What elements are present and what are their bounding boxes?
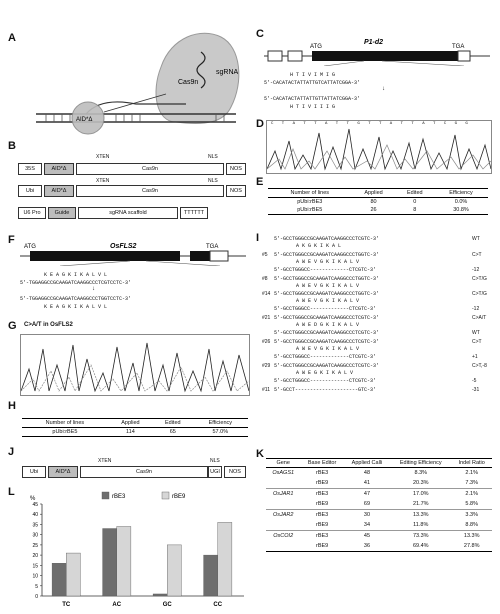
gene-name: OsFLS2 — [110, 243, 137, 250]
y-tick-label: 45 — [32, 502, 38, 508]
allele-tag: +1 — [472, 354, 478, 360]
cell: 45 — [363, 533, 371, 539]
cell: rBE9 — [316, 501, 329, 507]
cell: 69 — [363, 501, 371, 507]
xten-label: XTEN — [96, 154, 110, 160]
allele-seq: 5'-GCCTGGGCCGCAAGATCAAGGCCCTGGTC-3' — [274, 276, 380, 282]
x-tick-label: GC — [162, 602, 172, 608]
bar-rBE9-AC — [117, 526, 131, 596]
wt-aa: A K G K I K A L — [296, 243, 342, 249]
allele-seq: 5'-GCCTGGGCC-------------CTCGTC-3' — [274, 378, 377, 384]
y-tick-label: 40 — [32, 512, 38, 519]
cell: 2.1% — [465, 470, 478, 476]
allele-seq: 5'-GCCTGGGCC-------------CTCGTC-3' — [274, 354, 377, 360]
legend-swatch-rBE9 — [162, 492, 169, 499]
y-tick-label: 35 — [32, 522, 38, 529]
panel-label-j: J — [8, 446, 15, 458]
dna-seq-top: 5'-CACATACTATTATTGTCATTATCGGA-3' — [264, 80, 361, 86]
terminator-polyt: TTTTTT — [180, 207, 208, 219]
promoter-ubi: Ubi — [18, 185, 42, 197]
cell: 17.0% — [412, 491, 429, 497]
allele-id: #21 — [262, 315, 271, 321]
bar-rBE3-CC — [204, 555, 218, 596]
y-axis-label: % — [30, 496, 36, 502]
ugi-box: UGI — [208, 466, 222, 478]
deaminase-box: AID*Δ — [44, 185, 74, 197]
y-tick-label: 0 — [35, 594, 38, 600]
base-calls: C T A T T A T T G T T A T T A T C G G — [271, 122, 471, 126]
cell: 11.8% — [413, 522, 429, 528]
cell: 30 — [363, 512, 371, 518]
col-header: Efficiency — [193, 419, 248, 428]
table-k — [266, 458, 492, 552]
promoter-35s: 35S — [18, 163, 42, 175]
table-row — [266, 520, 492, 531]
allele-seq: 5'-GCCTGGGCC-------------CTCGTC-3' — [274, 306, 377, 312]
cell: OsJAR1 — [272, 491, 294, 497]
table-row — [266, 478, 492, 489]
bar-rBE3-TC — [52, 563, 66, 596]
allele-id: #14 — [262, 291, 271, 297]
allele-tag: C>T — [472, 252, 482, 258]
col-header: Editing Efficiency — [390, 459, 451, 468]
cell: 65 — [153, 428, 193, 437]
cell: 21.7% — [412, 501, 429, 507]
cell: rBE3 — [316, 470, 329, 476]
allele-tag: C>T — [472, 339, 482, 345]
cell: pUbi:rBE5 — [22, 428, 108, 437]
cell: 27.8% — [451, 541, 492, 552]
bar-rBE9-TC — [66, 553, 80, 596]
allele-tag: C>T/G — [472, 276, 487, 282]
allele-aa: A W E V G K I K A L V — [296, 346, 360, 352]
gene-name: P1-d2 — [364, 39, 384, 46]
cell: pUbi:rBE3 — [297, 199, 323, 205]
cell: 3.3% — [465, 512, 478, 518]
col-header: Edited — [396, 189, 435, 198]
xten-label: XTEN — [98, 458, 112, 464]
allele-aa: A W E V G K I K A L V — [296, 283, 360, 289]
cell: OsCOI2 — [273, 533, 294, 539]
cell: OsAGS1 — [272, 470, 295, 476]
cell: 48 — [363, 470, 371, 476]
table-row — [22, 428, 248, 437]
terminator-nos: NOS — [226, 163, 246, 175]
cas9n-box: Cas9n — [80, 466, 208, 478]
allele-seq: 5'-GCCTGGGCCGCAAGATCAAGGCCCTGGTC-3' — [274, 252, 380, 258]
chromatogram-g — [20, 334, 250, 396]
allele-tag: -31 — [472, 387, 480, 393]
table-row — [266, 541, 492, 552]
promoter-u6: U6 Pro — [18, 207, 46, 219]
tga-label: TGA — [452, 44, 465, 50]
cell: rBE3 — [316, 512, 329, 518]
allele-tag: -12 — [472, 267, 480, 273]
allele-id: #11 — [262, 387, 270, 393]
cell: 34 — [363, 522, 371, 528]
down-arrow-icon: ↓ — [382, 86, 385, 92]
allele-seq: 5'-GCCTGGGCCGCAAGATCAAGGCCCTGGTC-3' — [274, 291, 380, 297]
bar-rBE3-AC — [103, 529, 117, 596]
cell: rBE3 — [316, 533, 329, 539]
cell: 13.3% — [412, 512, 429, 518]
wt-tag: WT — [472, 236, 480, 242]
allele-seq: 5'-GCCTGGGCCGCAAGATCAAGGCCCTCGTC-3' — [274, 363, 380, 369]
allele-aa: A W E D G K I K A L V — [296, 322, 360, 328]
col-header: Base Editor — [300, 459, 343, 468]
tga-label: TGA — [206, 244, 219, 250]
cell: 7.3% — [465, 480, 478, 486]
table-row — [266, 489, 492, 500]
aa-seq-top: H T I V I M I G — [290, 72, 336, 78]
y-tick-label: 25 — [32, 542, 38, 549]
cas9n-box: Cas9n — [76, 163, 224, 175]
x-tick-label: AC — [112, 602, 122, 608]
legend-label-rBE9: rBE9 — [172, 494, 186, 500]
cds-box — [30, 251, 180, 261]
col-header: Indel Ratio — [451, 459, 492, 468]
panel-a-diagram — [26, 22, 246, 142]
cell: 13.3% — [463, 533, 480, 539]
allele-tag: C>T,-8 — [472, 363, 487, 369]
bar-rBE3-GC — [153, 594, 167, 596]
col-header: Number of lines — [22, 419, 108, 428]
deaminase-box: AID*Δ — [48, 466, 78, 478]
cell: 73.3% — [412, 533, 429, 539]
panel-label-c: C — [256, 28, 264, 40]
col-header: Applied Calli — [344, 459, 390, 468]
trace-d — [267, 121, 491, 171]
allele-id: #29 — [262, 363, 271, 369]
allele-tag: WT — [472, 330, 480, 336]
col-header: Gene — [266, 459, 300, 468]
cell: 5.8% — [465, 501, 478, 507]
dna-seq-top: 5'-TGGAGGCCGCAAGATCAAGGCCCTCGTCCTC-3' — [20, 280, 132, 286]
y-tick-label: 20 — [32, 553, 38, 560]
terminator-nos: NOS — [226, 185, 246, 197]
table-row — [268, 198, 488, 207]
panel-label-a: A — [8, 32, 16, 44]
allele-tag: C>T/G — [472, 291, 487, 297]
cas9n-label: Cas9n — [178, 79, 199, 86]
panel-label-e: E — [256, 176, 264, 188]
cell: 20.3% — [412, 480, 429, 486]
table-row — [266, 499, 492, 510]
y-tick-label: 30 — [32, 532, 38, 539]
cell: 30.8% — [434, 206, 488, 215]
cell: 26 — [352, 206, 396, 215]
cell: pUbi:rBE5 — [268, 206, 352, 215]
allele-seq: 5'-GCCTGGGCCGCAAGATCAAGGCCCTCGTC-3' — [274, 330, 380, 336]
panel-label-k: K — [256, 448, 264, 460]
bar-rBE9-GC — [167, 545, 181, 596]
chromatogram-d — [266, 120, 492, 174]
nls-label: NLS — [208, 154, 218, 160]
allele-seq: 5'-GCCTGGGCCGCAAGATCAAGGCCCTCGTC-3' — [274, 315, 380, 321]
cell: 69.4% — [390, 541, 451, 552]
allele-seq: 5'-GCCTGGGCC-------------CTCGTC-3' — [274, 267, 377, 273]
legend-label-rBE3: rBE3 — [112, 494, 126, 500]
col-header: Applied — [108, 419, 153, 428]
dna-seq-bottom: 5'-CACATACTATTATTGTTATTATCGGA-3' — [264, 96, 361, 102]
allele-seq: 5'-GCCTGGGCCGCAAGATCAAGGCCCTCGTC-3' — [274, 339, 380, 345]
bar-chart — [20, 490, 250, 612]
cell: OsJAR2 — [272, 512, 294, 518]
dna-seq-bottom: 5'-TGGAGGCCGCAAGATCAAGGCCCTGGTCCTC-3' — [20, 296, 132, 302]
table-h — [22, 418, 248, 437]
table-e — [268, 188, 488, 215]
down-arrow-icon: ↓ — [92, 286, 95, 292]
terminator-nos: NOS — [224, 466, 246, 478]
cas9n-box: Cas9n — [76, 185, 224, 197]
panel-label-h: H — [8, 400, 16, 412]
cell — [266, 499, 300, 510]
col-header: Number of lines — [268, 189, 352, 198]
aa-seq-top: K E A G K I K A L V L — [44, 272, 108, 278]
nls-label: NLS — [208, 178, 218, 184]
cell: 36 — [344, 541, 390, 552]
cell: 0.0% — [454, 199, 468, 205]
y-tick-label: 15 — [32, 563, 38, 570]
cell: 2.1% — [465, 491, 478, 497]
promoter-ubi: Ubi — [22, 466, 46, 478]
aa-seq-bottom: H T I V I I I G — [290, 104, 336, 110]
panel-i-alleles — [262, 236, 494, 444]
chromatogram-title: C>A/T in OsFLS2 — [24, 322, 73, 328]
cell: 80 — [370, 199, 377, 205]
aa-seq-bottom: K E A G K I K A L V L — [44, 304, 108, 310]
allele-tag: -12 — [472, 306, 480, 312]
allele-aa: A W E G K I K A L V — [296, 370, 354, 376]
allele-tag: C>A/T — [472, 315, 487, 321]
allele-id: #5 — [262, 252, 268, 258]
cell: rBE9 — [300, 541, 343, 552]
bar-rBE9-CC — [218, 522, 232, 596]
table-row — [266, 510, 492, 521]
y-tick-label: 5 — [35, 583, 38, 590]
cell: 0 — [413, 199, 417, 205]
cell: 8 — [396, 206, 435, 215]
allele-id: #8 — [262, 276, 268, 282]
cds-box — [312, 51, 458, 61]
cell — [266, 520, 300, 531]
wt-seq: 5'-GCCTGGGCCGCAAGATCAAGGCCCTCGTC-3' — [274, 236, 380, 242]
col-header: Applied — [352, 189, 396, 198]
sgrna-scaffold-box: sgRNA scaffold — [78, 207, 178, 219]
trace-g — [21, 335, 249, 393]
cell: rBE9 — [316, 522, 329, 528]
table-row — [266, 468, 492, 479]
panel-label-l: L — [8, 486, 15, 498]
panel-label-b: B — [8, 140, 16, 152]
panel-label-f: F — [8, 234, 15, 246]
cell: 41 — [363, 480, 371, 486]
allele-id: #26 — [262, 339, 271, 345]
atg-label: ATG — [310, 44, 322, 50]
guide-box: Guide — [48, 207, 76, 219]
col-header: Edited — [153, 419, 193, 428]
panel-c-gene-map — [264, 36, 490, 66]
allele-aa: A W E V G K I K A L V — [296, 298, 360, 304]
cell: rBE9 — [316, 480, 329, 486]
cell: 8.8% — [465, 522, 478, 528]
table-row — [266, 531, 492, 542]
atg-label: ATG — [24, 244, 36, 250]
cell: 47 — [363, 491, 371, 497]
sgrna-label: sgRNA — [216, 69, 239, 76]
nls-label: NLS — [210, 458, 220, 464]
cell: 114 — [108, 428, 153, 437]
allele-aa: A W E V G K I K A L V — [296, 259, 360, 265]
panel-label-i: I — [256, 232, 260, 244]
deaminase-box: AID*Δ — [44, 163, 74, 175]
cell — [266, 478, 300, 489]
panel-f-gene-map — [20, 240, 246, 266]
y-tick-label: 10 — [32, 573, 38, 580]
table-row — [268, 206, 488, 215]
allele-seq: 5'-GCCT---------------------GTC-3' — [274, 387, 377, 393]
aid-label: AID*Δ — [76, 117, 93, 123]
cell: 8.3% — [414, 470, 428, 476]
col-header: Efficiency — [434, 189, 488, 198]
legend-swatch-rBE3 — [102, 492, 109, 499]
x-tick-label: TC — [62, 602, 71, 608]
x-tick-label: CC — [213, 602, 223, 608]
panel-label-d: D — [256, 118, 264, 130]
cell — [266, 541, 300, 552]
panel-label-g: G — [8, 320, 17, 332]
xten-label: XTEN — [96, 178, 110, 184]
allele-tag: -5 — [472, 378, 477, 384]
cell: 57.0% — [193, 428, 248, 437]
cell: rBE3 — [316, 491, 329, 497]
